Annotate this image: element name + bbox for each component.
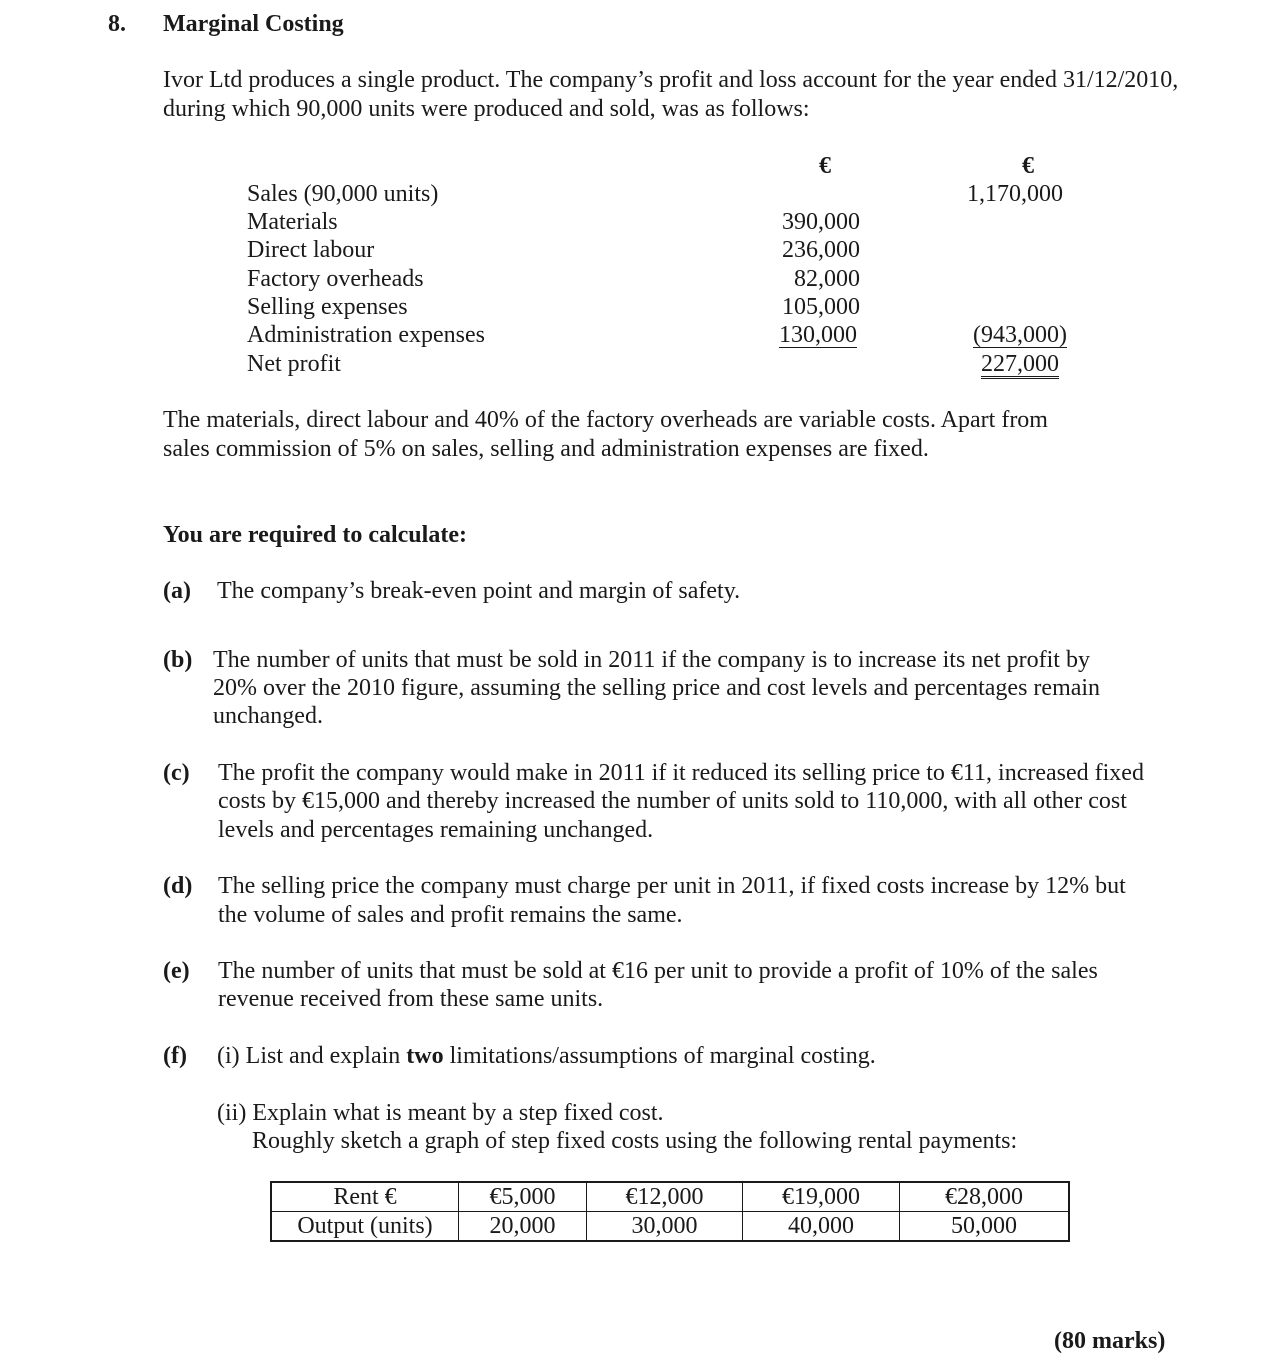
rent-table-cell: 40,000 xyxy=(743,1212,900,1242)
rent-table-cell: 20,000 xyxy=(459,1212,587,1242)
pl-label-sales: Sales (90,000 units) xyxy=(247,181,439,207)
rent-table-row xyxy=(271,1212,1069,1242)
pl-label-direct-labour: Direct labour xyxy=(247,237,375,263)
pl-label-selling-expenses: Selling expenses xyxy=(247,294,408,320)
pl-value-factory-overheads: 82,000 xyxy=(794,266,860,292)
rent-table-cell: Rent € xyxy=(271,1182,459,1212)
rent-table-cell: €5,000 xyxy=(459,1182,587,1212)
part-b-line-3: unchanged. xyxy=(213,703,323,729)
part-e-line-2: revenue received from these same units. xyxy=(218,986,604,1012)
pl-value-total-costs: (943,000) xyxy=(973,322,1067,348)
part-c-line-2: costs by €15,000 and thereby increased the number of units sold to 110,000, with all other cost xyxy=(218,788,1127,814)
part-d-label: (d) xyxy=(163,873,193,899)
part-f-i-suffix: limitations/assumptions of marginal costing. xyxy=(443,1043,876,1069)
rent-table-cell: Output (units) xyxy=(271,1212,459,1242)
rent-table-cell: €19,000 xyxy=(743,1182,900,1212)
intro-line-1: Ivor Ltd produces a single product. The company’s profit and loss account for the year ended 31/12/2010, xyxy=(163,67,1179,93)
required-heading: You are required to calculate: xyxy=(163,522,467,548)
pl-value-materials: 390,000 xyxy=(782,209,860,235)
rent-table-cell: €28,000 xyxy=(900,1182,1070,1212)
pl-value-direct-labour: 236,000 xyxy=(782,237,860,263)
part-e-line-1: The number of units that must be sold at €16 per unit to provide a profit of 10% of the sales xyxy=(218,958,1098,984)
pl-label-admin-expenses: Administration expenses xyxy=(247,322,485,348)
pl-label-net-profit: Net profit xyxy=(247,351,341,377)
cost-note-line-1: The materials, direct labour and 40% of the factory overheads are variable costs. Apart from xyxy=(163,407,1048,433)
part-c-line-1: The profit the company would make in 2011 if it reduced its selling price to €11, increased fixed xyxy=(218,760,1144,786)
part-f-ii-line-2: Roughly sketch a graph of step fixed costs using the following rental payments: xyxy=(252,1128,1018,1154)
pl-value-sales: 1,170,000 xyxy=(967,181,1063,207)
intro-line-2: during which 90,000 units were produced and sold, was as follows: xyxy=(163,96,810,122)
part-c-line-3: levels and percentages remaining unchanged. xyxy=(218,817,654,843)
part-d-line-1: The selling price the company must charge per unit in 2011, if fixed costs increase by 12% but xyxy=(218,873,1126,899)
part-d-line-2: the volume of sales and profit remains the same. xyxy=(218,902,683,928)
part-a-line-1: The company’s break-even point and margin of safety. xyxy=(217,578,741,604)
question-number: 8. xyxy=(108,11,126,37)
marks: (80 marks) xyxy=(1054,1328,1166,1354)
rent-table xyxy=(270,1181,1070,1242)
pl-label-factory-overheads: Factory overheads xyxy=(247,266,424,292)
pl-value-admin-expenses: 130,000 xyxy=(779,322,857,348)
question-title: Marginal Costing xyxy=(163,11,344,37)
part-f-i-line xyxy=(217,1042,876,1070)
part-e-label: (e) xyxy=(163,958,190,984)
part-b-line-1: The number of units that must be sold in 2011 if the company is to increase its net profit by xyxy=(213,647,1090,673)
rent-table-cell: 30,000 xyxy=(587,1212,743,1242)
currency-header-col2: € xyxy=(1022,153,1034,179)
part-f-ii-line-1: (ii) Explain what is meant by a step fixed cost. xyxy=(217,1100,664,1126)
pl-value-selling-expenses: 105,000 xyxy=(782,294,860,320)
pl-value-net-profit: 227,000 xyxy=(981,351,1059,377)
cost-note-line-2: sales commission of 5% on sales, selling and administration expenses are fixed. xyxy=(163,436,929,462)
currency-header-col1: € xyxy=(819,153,831,179)
rent-table-cell: 50,000 xyxy=(900,1212,1070,1242)
rent-table-row xyxy=(271,1182,1069,1212)
part-b-line-2: 20% over the 2010 figure, assuming the selling price and cost levels and percentages remain xyxy=(213,675,1101,701)
rent-table-cell: €12,000 xyxy=(587,1182,743,1212)
part-f-label: (f) xyxy=(163,1043,187,1069)
part-b-label: (b) xyxy=(163,647,193,673)
part-f-i-prefix: (i) List and explain xyxy=(217,1043,407,1069)
part-a-label: (a) xyxy=(163,578,191,604)
part-f-i-bold: two xyxy=(406,1043,444,1069)
pl-label-materials: Materials xyxy=(247,209,338,235)
part-c-label: (c) xyxy=(163,760,190,786)
